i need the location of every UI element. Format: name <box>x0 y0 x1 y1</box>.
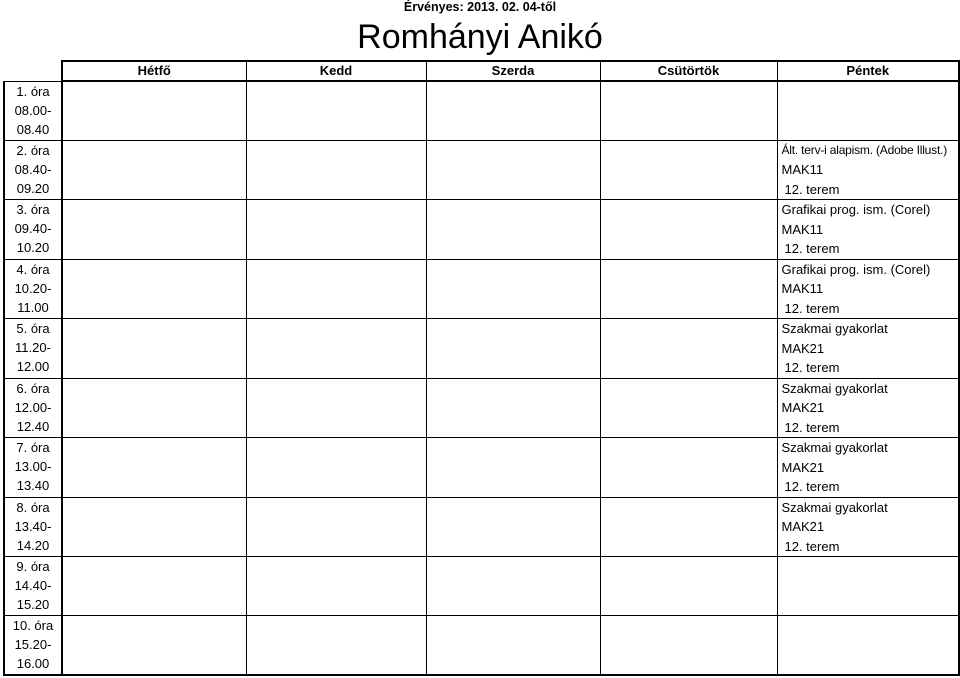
day-header-thursday: Csütörtök <box>600 61 777 81</box>
lesson-cell-friday <box>777 140 959 200</box>
lesson-cell-monday <box>62 378 246 438</box>
period-cell <box>4 259 62 319</box>
lesson-cell-wednesday <box>426 140 600 200</box>
period-cell <box>4 81 62 140</box>
period-cell <box>4 140 62 200</box>
lesson-cell-monday <box>62 557 246 616</box>
lesson-subject: Ált. terv-i alapism. (Adobe Illust.) <box>781 142 948 157</box>
day-header-wednesday: Szerda <box>426 61 600 81</box>
lesson-cell-wednesday <box>426 319 600 379</box>
lesson-room: 12. terem <box>784 479 840 494</box>
lesson-cell-tuesday <box>246 557 426 616</box>
period-start: 10.20- <box>14 280 52 296</box>
lesson-cell-monday <box>62 497 246 557</box>
period-cell <box>4 200 62 260</box>
period-row <box>4 497 959 557</box>
period-end: 16.00 <box>16 656 50 671</box>
lesson-cell-thursday <box>600 557 777 616</box>
period-number: 9. óra <box>16 559 50 574</box>
lesson-cell-thursday <box>600 200 777 260</box>
period-start: 13.00- <box>14 459 52 474</box>
period-row <box>4 616 959 675</box>
lesson-class: MAK21 <box>781 519 825 534</box>
period-end: 10.20 <box>16 240 50 255</box>
period-row <box>4 557 959 616</box>
lesson-cell-monday <box>62 140 246 200</box>
period-row <box>4 140 959 200</box>
period-cell <box>4 557 62 616</box>
day-header-friday: Péntek <box>777 61 959 81</box>
period-number: 2. óra <box>16 142 50 158</box>
lesson-cell-thursday <box>600 259 777 319</box>
lesson-class: MAK11 <box>781 281 824 296</box>
period-end: 12.00 <box>16 359 50 374</box>
lesson-room: 12. terem <box>784 360 840 375</box>
validity-date: Érvényes: 2013. 02. 04-től <box>403 0 557 14</box>
lesson-cell-tuesday <box>246 497 426 557</box>
period-start: 12.00- <box>14 399 52 415</box>
lesson-cell-wednesday <box>426 81 600 140</box>
period-end: 08.40 <box>16 121 50 137</box>
period-end: 15.20 <box>16 597 50 612</box>
lesson-subject: Szakmai gyakorlat <box>781 499 888 515</box>
lesson-class: MAK11 <box>781 221 824 237</box>
period-end: 11.00 <box>17 299 49 315</box>
period-start: 11.20- <box>15 340 51 355</box>
period-start: 13.40- <box>14 518 52 534</box>
period-row <box>4 81 959 140</box>
day-header-tuesday: Kedd <box>246 61 426 81</box>
period-start: 08.40- <box>14 161 52 177</box>
period-start: 14.40- <box>14 578 52 593</box>
lesson-cell-monday <box>62 319 246 379</box>
lesson-cell-wednesday <box>426 616 600 675</box>
lesson-room: 12. terem <box>784 300 840 316</box>
period-row <box>4 438 959 498</box>
lesson-class: MAK11 <box>781 162 824 177</box>
period-end: 12.40 <box>16 418 50 434</box>
period-number: 3. óra <box>16 202 50 217</box>
period-number: 8. óra <box>16 499 50 515</box>
period-start: 15.20- <box>14 637 52 652</box>
lesson-cell-friday <box>777 200 959 260</box>
lesson-cell-tuesday <box>246 259 426 319</box>
period-row <box>4 259 959 319</box>
teacher-name-title: Romhányi Anikó <box>357 18 603 56</box>
period-cell <box>4 319 62 379</box>
period-end: 13.40 <box>16 478 50 493</box>
period-cell <box>4 438 62 498</box>
lesson-cell-wednesday <box>426 378 600 438</box>
lesson-cell-wednesday <box>426 200 600 260</box>
lesson-cell-monday <box>62 200 246 260</box>
lesson-cell-friday <box>777 259 959 319</box>
lesson-cell-friday <box>777 81 959 140</box>
lesson-room: 12. terem <box>784 241 840 256</box>
lesson-cell-tuesday <box>246 81 426 140</box>
lesson-room: 12. terem <box>784 181 840 197</box>
lesson-cell-tuesday <box>246 438 426 498</box>
period-start: 09.40- <box>14 221 52 236</box>
lesson-cell-thursday <box>600 140 777 200</box>
lesson-subject: Grafikai prog. ism. (Corel) <box>781 261 931 277</box>
lesson-cell-thursday <box>600 497 777 557</box>
period-number: 4. óra <box>16 261 50 277</box>
day-header-monday: Hétfő <box>62 61 246 81</box>
period-number: 1. óra <box>16 83 50 99</box>
period-number: 6. óra <box>16 380 50 396</box>
lesson-subject: Szakmai gyakorlat <box>781 440 888 455</box>
corner-cell <box>4 61 62 81</box>
lesson-subject: Grafikai prog. ism. (Corel) <box>781 202 931 217</box>
lesson-cell-thursday <box>600 616 777 675</box>
lesson-cell-tuesday <box>246 140 426 200</box>
lesson-cell-friday <box>777 319 959 379</box>
lesson-cell-friday <box>777 438 959 498</box>
lesson-cell-wednesday <box>426 259 600 319</box>
lesson-cell-tuesday <box>246 378 426 438</box>
lesson-cell-friday <box>777 616 959 675</box>
lesson-cell-friday <box>777 557 959 616</box>
period-cell <box>4 497 62 557</box>
lesson-cell-monday <box>62 81 246 140</box>
lesson-class: MAK21 <box>781 459 825 475</box>
period-cell <box>4 616 62 675</box>
lesson-class: MAK21 <box>781 340 825 356</box>
lesson-cell-thursday <box>600 319 777 379</box>
lesson-cell-friday <box>777 378 959 438</box>
period-cell <box>4 378 62 438</box>
lesson-cell-thursday <box>600 438 777 498</box>
lesson-cell-wednesday <box>426 557 600 616</box>
lesson-subject: Szakmai gyakorlat <box>781 380 888 396</box>
lesson-room: 12. terem <box>784 419 840 435</box>
lesson-subject: Szakmai gyakorlat <box>781 321 888 336</box>
lesson-cell-thursday <box>600 81 777 140</box>
lesson-cell-wednesday <box>426 438 600 498</box>
period-number: 10. óra <box>12 618 54 633</box>
period-row <box>4 200 959 260</box>
period-row <box>4 378 959 438</box>
lesson-room: 12. terem <box>784 538 840 554</box>
period-number: 5. óra <box>16 321 50 336</box>
lesson-cell-tuesday <box>246 200 426 260</box>
lesson-class: MAK21 <box>781 400 825 415</box>
lesson-cell-monday <box>62 259 246 319</box>
lesson-cell-tuesday <box>246 616 426 675</box>
period-start: 08.00- <box>14 102 52 118</box>
period-number: 7. óra <box>16 440 50 455</box>
period-end: 14.20 <box>16 537 50 553</box>
day-header-row <box>4 61 959 81</box>
timetable <box>3 60 960 676</box>
lesson-cell-thursday <box>600 378 777 438</box>
lesson-cell-monday <box>62 438 246 498</box>
lesson-cell-tuesday <box>246 319 426 379</box>
lesson-cell-monday <box>62 616 246 675</box>
period-end: 09.20 <box>16 180 50 196</box>
lesson-cell-friday <box>777 497 959 557</box>
period-row <box>4 319 959 379</box>
lesson-cell-wednesday <box>426 497 600 557</box>
